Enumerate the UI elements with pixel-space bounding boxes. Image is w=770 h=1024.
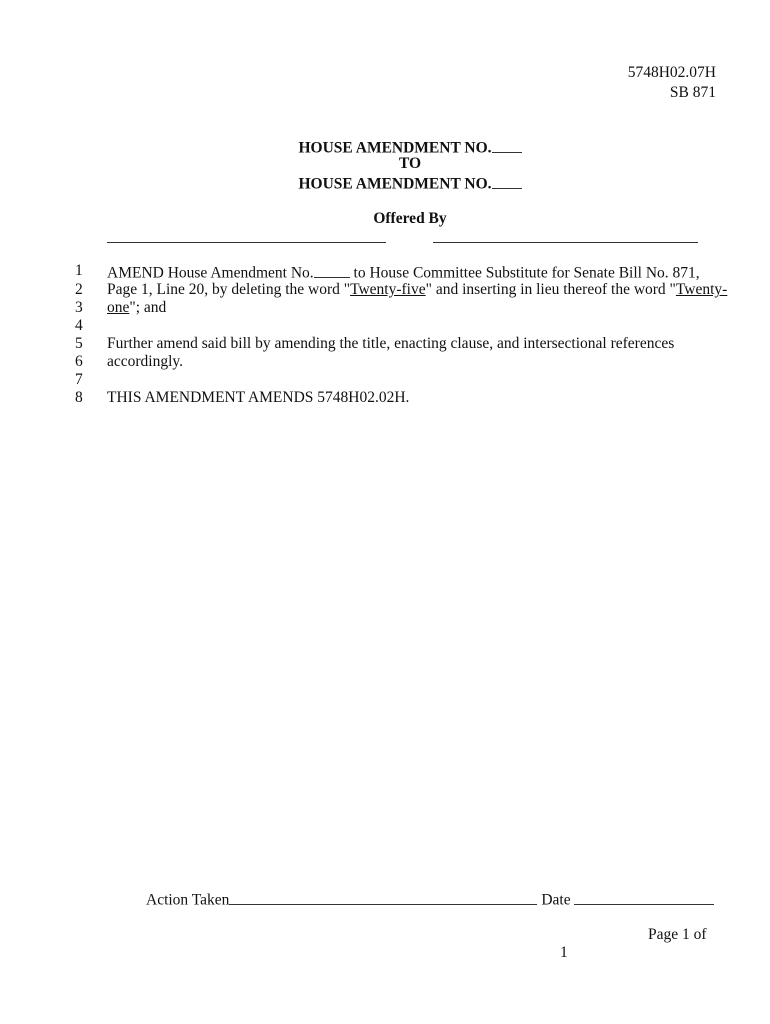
body-text: to House Committee Substitute for Senate Bill No. 871, <box>349 264 700 282</box>
inserted-word: Twenty- <box>675 281 728 298</box>
line-number: 2 <box>75 281 83 298</box>
action-taken-row <box>146 889 714 910</box>
sponsor-signature-line <box>107 242 386 243</box>
body-line-6: accordingly. <box>107 353 184 370</box>
amendment-number-blank <box>492 137 522 153</box>
inserted-word-continued: one <box>107 299 130 316</box>
line-number: 7 <box>75 371 83 388</box>
body-text: Page 1, Line 20, by deleting the word " <box>107 281 351 298</box>
amendment-title-line3 <box>0 173 770 194</box>
house-amendment-number-blank <box>314 262 350 278</box>
line-number: 8 <box>75 389 83 406</box>
action-taken-label: Action Taken <box>146 891 230 909</box>
total-pages: 1 <box>560 944 568 961</box>
deleted-word: Twenty-five <box>350 281 426 298</box>
offered-by-label: Offered By <box>373 210 447 227</box>
amendment-title-line2: TO <box>398 155 422 172</box>
body-text: " and inserting in lieu thereof the word " <box>425 281 676 298</box>
bill-number: SB 871 <box>669 84 716 101</box>
action-taken-line <box>229 889 537 905</box>
line-number: 1 <box>75 262 83 279</box>
body-line-2 <box>107 281 727 299</box>
body-text: "; and <box>129 299 167 316</box>
body-line-1 <box>107 262 700 283</box>
amendment-number-blank-2 <box>492 173 522 189</box>
line-number: 3 <box>75 299 83 316</box>
line-number: 6 <box>75 353 83 370</box>
body-line-3 <box>107 299 166 317</box>
body-line-8: THIS AMENDMENT AMENDS 5748H02.02H. <box>107 389 410 406</box>
body-line-5: Further amend said bill by amending the title, enacting clause, and intersectional references <box>107 335 675 352</box>
sponsor-signature-line-2 <box>433 242 698 243</box>
page-of-label: Page 1 of <box>648 926 707 943</box>
document-code: 5748H02.07H <box>627 64 716 81</box>
line-number: 5 <box>75 335 83 352</box>
amendment-title-text-2: HOUSE AMENDMENT NO. <box>298 175 492 193</box>
date-line <box>574 889 714 905</box>
date-label: Date <box>541 891 571 909</box>
line-number: 4 <box>75 317 83 334</box>
amendment-title-text: HOUSE AMENDMENT NO. <box>298 139 492 157</box>
body-text: AMEND House Amendment No. <box>107 264 314 282</box>
